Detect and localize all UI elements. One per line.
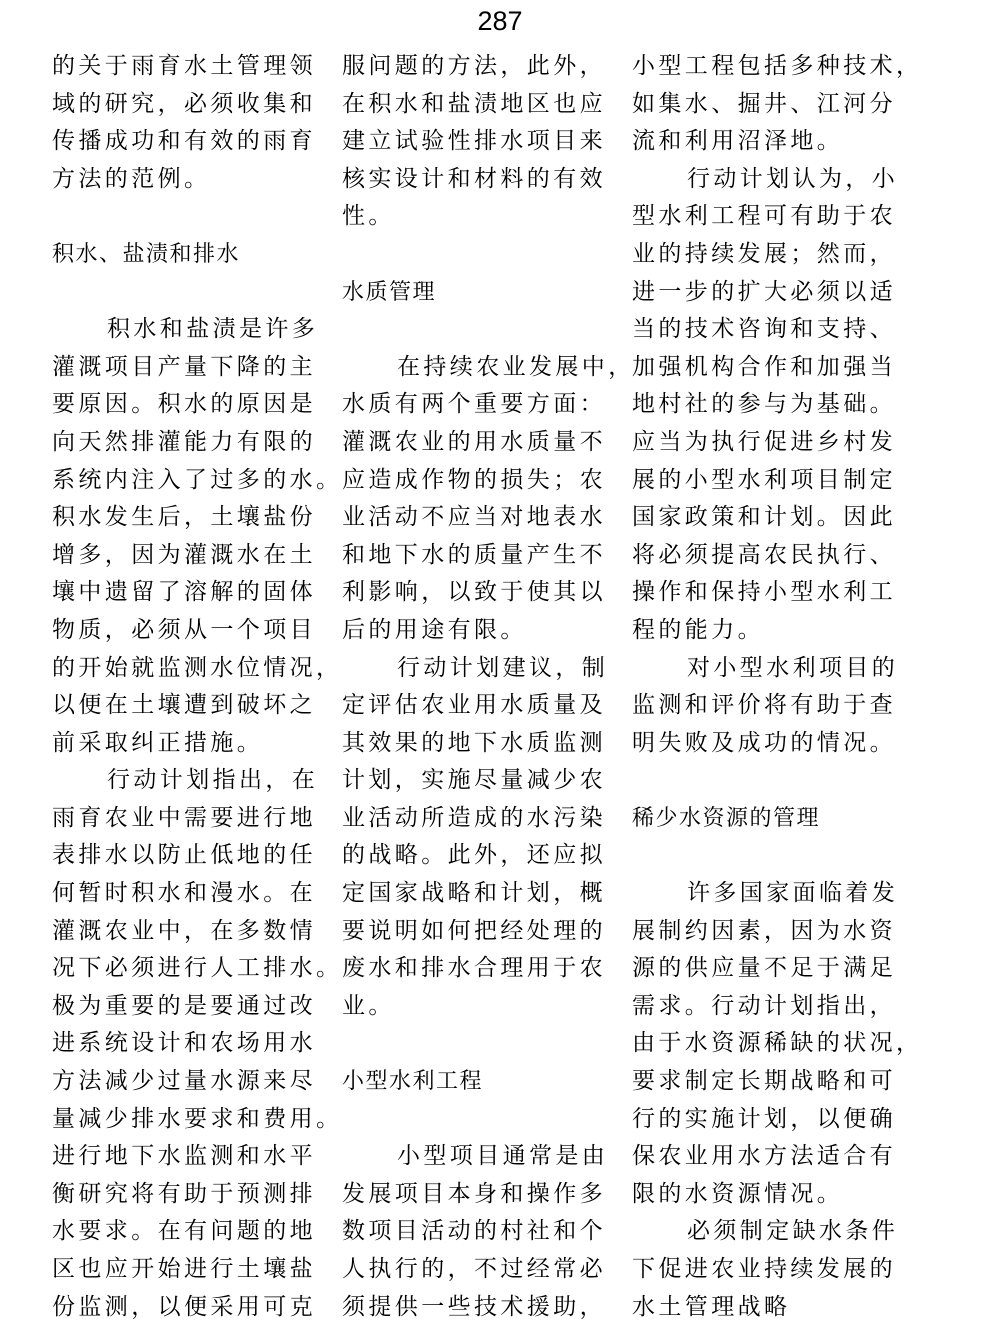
text-line: 表排水以防止低地的任 — [52, 842, 316, 869]
text-line: 的战略。此外，还应拟 — [342, 842, 606, 869]
text-line: 前采取纠正措施。 — [52, 729, 264, 756]
blank-line — [342, 1025, 635, 1063]
text-line: 源的供应量不足于满足 — [632, 955, 896, 982]
text-line: 以便在土壤遭到破坏之 — [52, 692, 316, 719]
text-line: 增多，因为灌溉水在土 — [52, 541, 316, 568]
text-column-3 — [632, 48, 922, 1326]
text-line: 业的持续发展；然而， — [632, 240, 896, 267]
text-line: 国家政策和计划。因此 — [632, 504, 896, 531]
text-line: 衡研究将有助于预测排 — [52, 1180, 316, 1207]
section-heading: 小型水利工程 — [342, 1069, 484, 1095]
text-line: 建立试验性排水项目来 — [342, 128, 606, 155]
text-line: 方法减少过量水源来尽 — [52, 1068, 316, 1095]
text-line: 明失败及成功的情况。 — [632, 729, 896, 756]
text-line: 的开始就监测水位情况， — [52, 654, 343, 681]
paragraph-first-line: 积水和盐渍是许多 — [107, 316, 319, 343]
text-line: 积水发生后，土壤盐份 — [52, 504, 316, 531]
text-line: 应造成作物的损失；农 — [342, 466, 606, 493]
text-line: 监测和评价将有助于查 — [632, 692, 896, 719]
text-line: 进一步的扩大必须以适 — [632, 278, 896, 305]
text-line: 操作和保持小型水利工 — [632, 579, 896, 606]
text-line: 服问题的方法，此外， — [342, 53, 606, 79]
text-line: 要说明如何把经处理的 — [342, 917, 606, 944]
text-line: 核实设计和材料的有效 — [342, 165, 606, 192]
section-heading: 稀少水资源的管理 — [632, 805, 821, 831]
text-line: 流和利用沼泽地。 — [632, 128, 844, 155]
text-line: 其效果的地下水质监测 — [342, 729, 606, 756]
paragraph-first-line: 对小型水利项目的 — [687, 654, 899, 681]
text-line: 数项目活动的村社和个 — [342, 1218, 606, 1245]
text-line: 当的技术咨询和支持、 — [632, 316, 896, 343]
text-line: 应当为执行促进乡村发 — [632, 428, 896, 455]
text-line: 况下必须进行人工排水。 — [52, 955, 343, 982]
text-line: 下促进农业持续发展的 — [632, 1256, 896, 1282]
text-line: 人执行的，不过经常必 — [342, 1256, 606, 1282]
blank-line — [342, 236, 635, 274]
text-line: 水质有两个重要方面： — [342, 391, 606, 418]
text-line: 雨育农业中需要进行地 — [52, 804, 316, 831]
text-line: 的关于雨育水土管理领 — [52, 53, 316, 79]
text-line: 进系统设计和农场用水 — [52, 1030, 316, 1057]
text-line: 量减少排水要求和费用。 — [52, 1105, 343, 1132]
blank-line — [52, 274, 342, 312]
text-line: 灌溉农业的用水质量不 — [342, 428, 606, 455]
text-line: 展制约因素，因为水资 — [632, 917, 896, 944]
text-line: 展的小型水利项目制定 — [632, 466, 896, 493]
paragraph-first-line: 小型项目通常是由 — [397, 1143, 609, 1170]
text-line: 发展项目本身和操作多 — [342, 1180, 606, 1207]
text-line: 何暂时积水和漫水。在 — [52, 880, 316, 907]
text-line: 进行地下水监测和水平 — [52, 1143, 316, 1170]
text-line: 性。 — [342, 203, 395, 230]
blank-line — [342, 311, 635, 349]
text-line: 行的实施计划，以便确 — [632, 1105, 896, 1132]
text-line: 系统内注入了过多的水。 — [52, 466, 343, 493]
section-heading: 积水、盐渍和排水 — [52, 241, 241, 267]
blank-line — [52, 198, 342, 236]
text-line: 由于水资源稀缺的状况， — [632, 1030, 923, 1057]
text-line: 需求。行动计划指出， — [632, 992, 896, 1019]
text-line: 地村社的参与为基础。 — [632, 391, 896, 418]
text-line: 计划，实施尽量减少农 — [342, 767, 606, 794]
text-line: 传播成功和有效的雨育 — [52, 128, 316, 155]
text-line: 灌溉农业中，在多数情 — [52, 917, 316, 944]
paragraph-first-line: 行动计划认为，小 — [687, 165, 899, 192]
text-line: 业活动所造成的水污染 — [342, 804, 606, 831]
text-line: 区也应开始进行土壤盐 — [52, 1256, 316, 1282]
text-line: 保农业用水方法适合有 — [632, 1143, 896, 1170]
text-line: 份监测，以便采用可克 — [52, 1293, 316, 1320]
text-line: 域的研究，必须收集和 — [52, 90, 316, 117]
text-line: 物质，必须从一个项目 — [52, 616, 316, 643]
text-line: 灌溉项目产量下降的主 — [52, 353, 316, 380]
text-line: 水土管理战略 — [632, 1293, 791, 1320]
text-line: 极为重要的是要通过改 — [52, 992, 316, 1019]
blank-line — [632, 762, 922, 800]
text-line: 将必须提高农民执行、 — [632, 541, 896, 568]
paragraph-first-line: 行动计划建议，制 — [397, 654, 609, 681]
text-line: 加强机构合作和加强当 — [632, 353, 896, 380]
blank-line — [342, 1101, 635, 1139]
text-line: 程的能力。 — [632, 616, 764, 643]
text-line: 后的用途有限。 — [342, 616, 527, 643]
text-column-2 — [342, 48, 635, 1326]
text-line: 如集水、掘井、江河分 — [632, 90, 896, 117]
text-line: 业活动不应当对地表水 — [342, 504, 606, 531]
text-line: 废水和排水合理用于农 — [342, 955, 606, 982]
paragraph-first-line: 许多国家面临着发 — [687, 880, 899, 907]
paragraph-first-line: 在持续农业发展中， — [397, 353, 635, 380]
page-number: 287 — [477, 6, 523, 36]
text-line: 限的水资源情况。 — [632, 1180, 844, 1207]
text-line: 壤中遗留了溶解的固体 — [52, 579, 316, 606]
text-line: 利影响，以致于使其以 — [342, 579, 606, 606]
text-line: 向天然排灌能力有限的 — [52, 428, 316, 455]
text-line: 定评估农业用水质量及 — [342, 692, 606, 719]
text-line: 业。 — [342, 992, 395, 1019]
paragraph-first-line: 行动计划指出，在 — [107, 767, 319, 794]
text-line: 要原因。积水的原因是 — [52, 391, 316, 418]
blank-line — [632, 837, 922, 875]
text-line: 小型工程包括多种技术， — [632, 53, 923, 79]
text-line: 须提供一些技术援助， — [342, 1293, 606, 1320]
text-line: 在积水和盐渍地区也应 — [342, 90, 606, 117]
text-line: 定国家战略和计划，概 — [342, 880, 606, 907]
text-line: 要求制定长期战略和可 — [632, 1068, 896, 1095]
text-line: 和地下水的质量产生不 — [342, 541, 606, 568]
text-line: 型水利工程可有助于农 — [632, 203, 896, 230]
paragraph-first-line: 必须制定缺水条件 — [687, 1218, 899, 1245]
section-heading: 水质管理 — [342, 279, 437, 305]
text-column-1 — [52, 48, 342, 1326]
text-line: 方法的范例。 — [52, 165, 211, 192]
text-line: 水要求。在有问题的地 — [52, 1218, 316, 1245]
